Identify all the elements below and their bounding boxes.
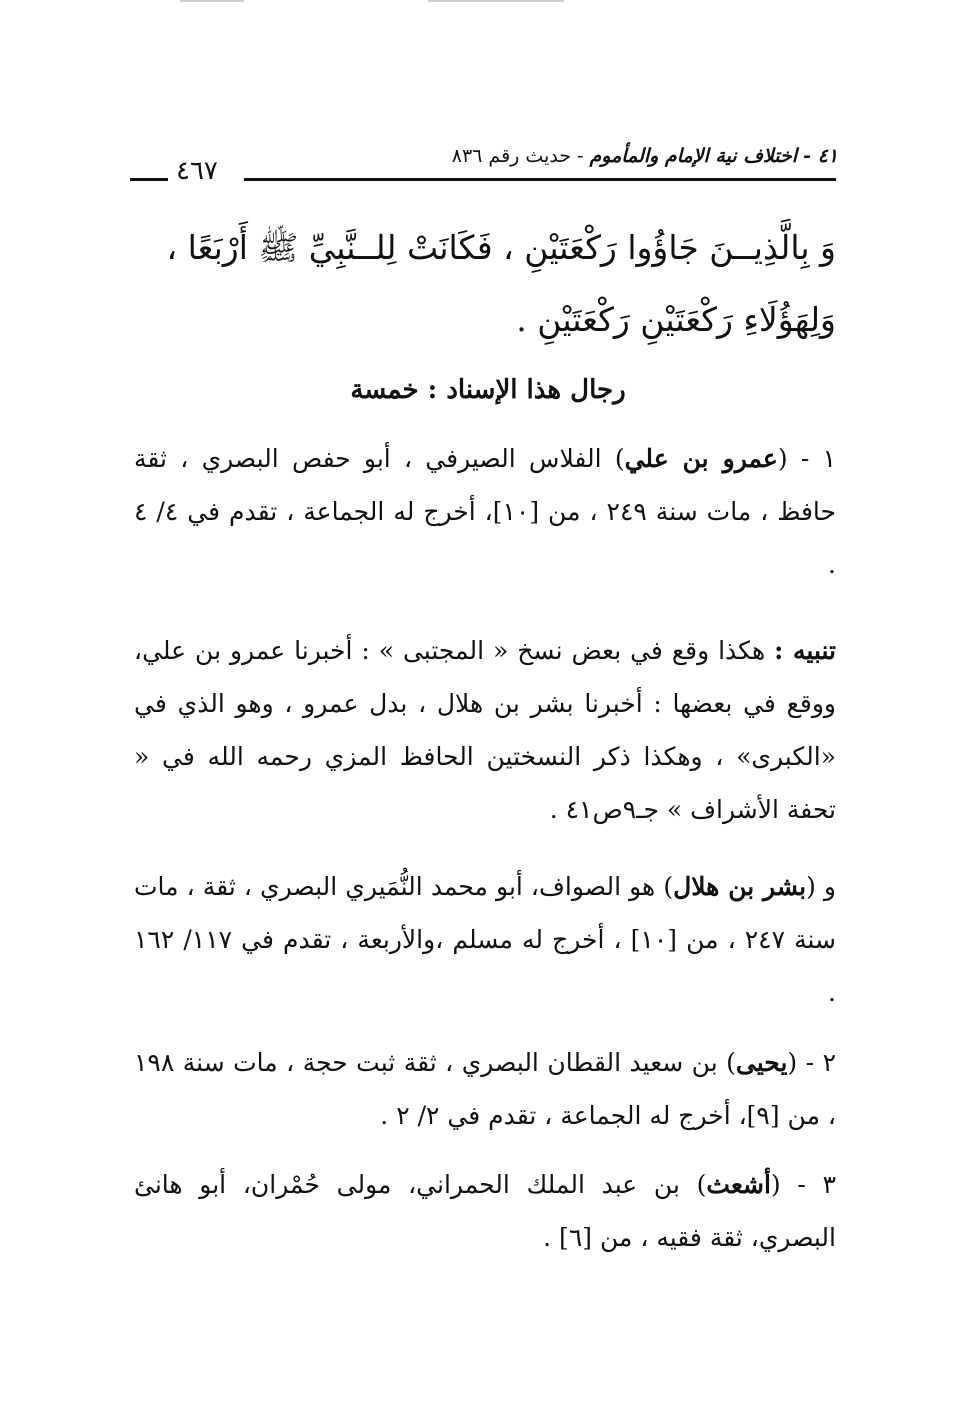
narrator-name: بشر بن هلال xyxy=(673,872,807,901)
narrator-name: أشعث xyxy=(706,1170,771,1199)
note-paragraph: تنبيه : هكذا وقع في بعض نسخ « المجتبى » : أخبرنا عمرو بن علي، ووقع في بعضها : أخبرنا بشر بن هلال ، بدل عمرو ، وهو الذي في «الكبرى» ، وهكذا ذكر النسختين الحافظ المزي رحمه الله في « تحفة الأشراف » جـ٩ص٤١ . xyxy=(134,636,836,824)
narrator-name: يحيى xyxy=(735,1048,788,1077)
hadith-text xyxy=(134,212,836,356)
note-label: تنبيه : xyxy=(774,636,836,665)
header-rule xyxy=(244,178,836,181)
chapter-heading xyxy=(452,142,838,170)
narrator-entry: ٣ - (أشعث) بن عبد الملك الحمراني، مولى حُمْران، أبو هانئ البصري، ثقة فقيه ، من [٦] . xyxy=(134,1170,836,1252)
narrator-entry: و (بشر بن هلال) هو الصواف، أبو محمد النُّمَيري البصري ، ثقة ، مات سنة ٢٤٧ ، من [١٠] ، أخرج له مسلم ،والأربعة ، تقدم في ١١٧/ ١٦٢ . xyxy=(134,872,836,1007)
page-number: ٤٦٧ xyxy=(176,156,218,186)
narrator-name: عمرو بن علي xyxy=(624,444,778,473)
scan-artifact xyxy=(428,0,564,2)
header-rule xyxy=(130,178,168,181)
chapter-title: اختلاف نية الإمام والمأموم xyxy=(589,145,798,167)
hadith-reference: - حديث رقم ٨٣٦ xyxy=(451,145,584,167)
narrator-entry: ٢ - (يحيى) بن سعيد القطان البصري ، ثقة ثبت حجة ، مات سنة ١٩٨ ، من [٩]، أخرج له الجماعة ، تقدم في ٢/ ٢ . xyxy=(134,1048,836,1130)
narrator-entry: ١ - (عمرو بن علي) الفلاس الصيرفي ، أبو حفص البصري ، ثقة حافظ ، مات سنة ٢٤٩ ، من [١٠]، أخرج له الجماعة ، تقدم في ٤/ ٤ . xyxy=(134,444,836,579)
running-header xyxy=(120,142,838,170)
hadith-line: وَ بِالَّذِيــنَ جَاؤُوا رَكْعَتَيْنِ ، فَكَانَتْ لِلــنَّبِيِّ ﷺ أَرْبَعًا ، xyxy=(166,228,836,267)
chapter-number: ٤١ - xyxy=(803,145,838,167)
hadith-line: وَلِهَؤُلَاءِ رَكْعَتَيْنِ رَكْعَتَيْنِ . xyxy=(516,300,836,339)
section-title: رجال هذا الإسناد : خمسة xyxy=(350,375,626,405)
scan-artifact xyxy=(180,0,244,2)
